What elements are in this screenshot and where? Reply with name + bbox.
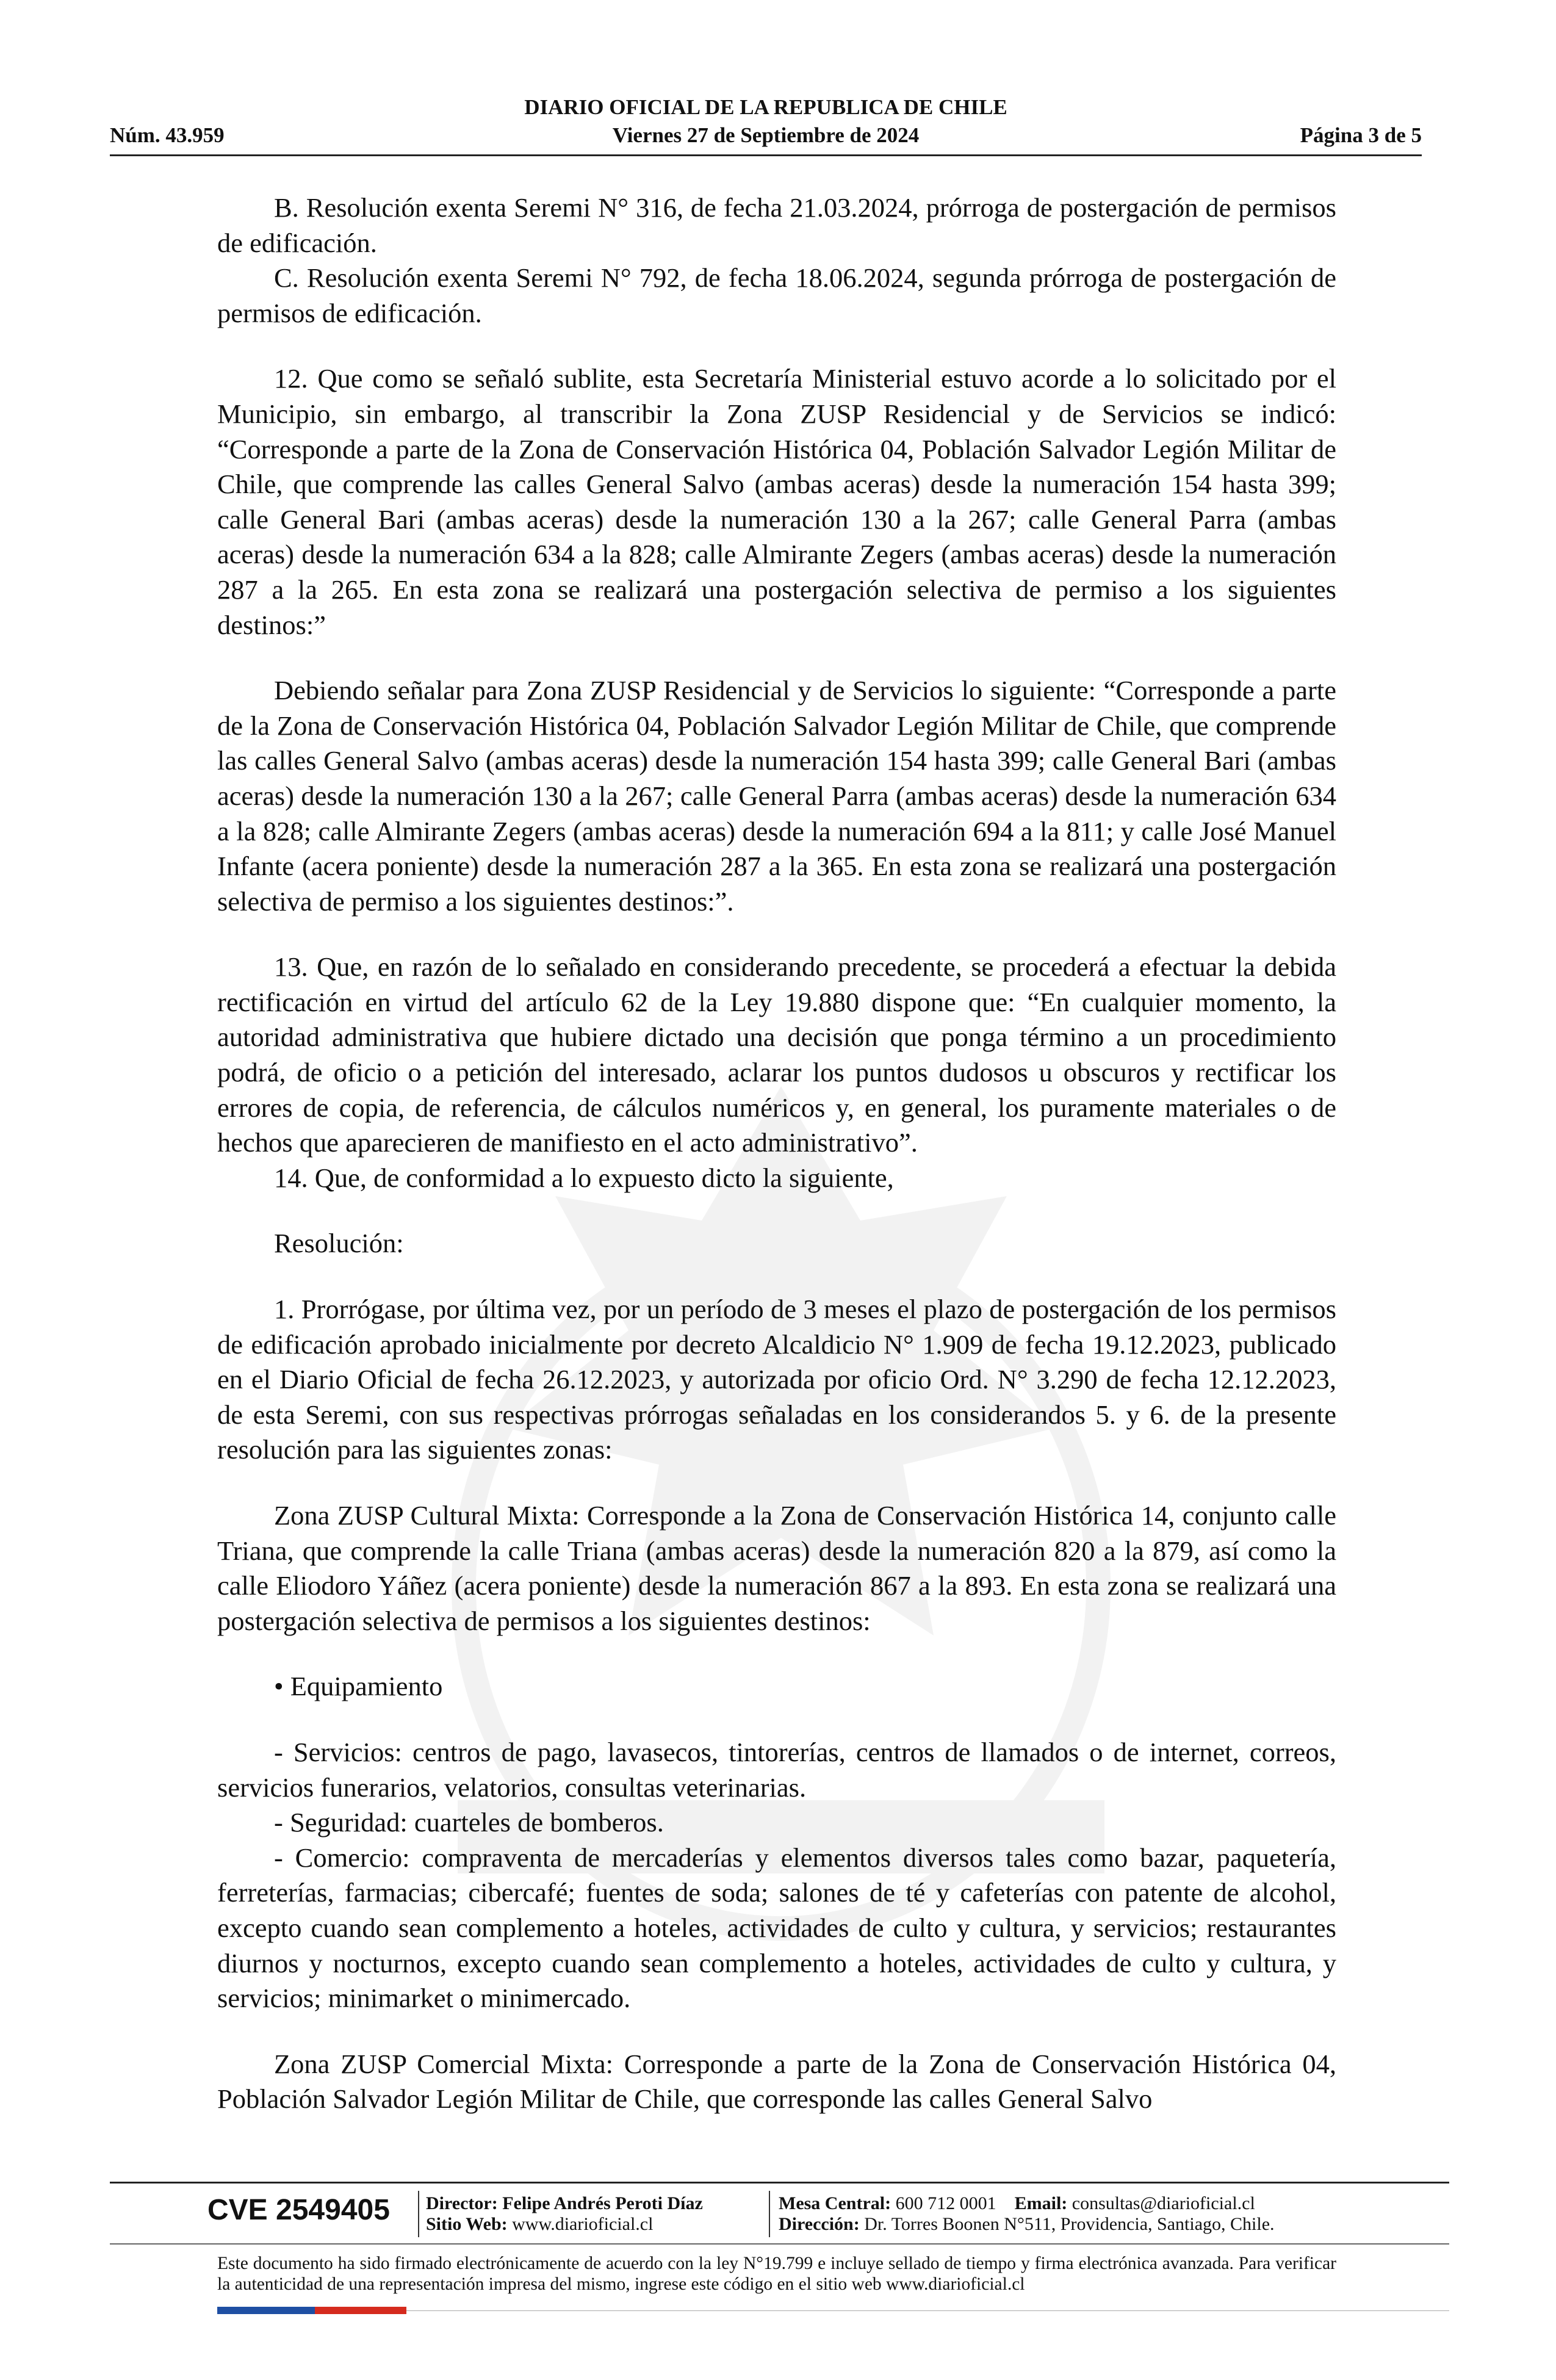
paragraph-considerando-12: 12. Que como se señaló sublite, esta Secretaría Ministerial estuvo acorde a lo solicitado por el Municipio, sin embargo, al transcribir la Zona ZUSP Residencial y de Servicios se indicó: “Corresponde a parte de la Zona de Conservación Histórica 04, Población Salvador Legión Militar de Chile, que comprende las calles General Salvo (ambas aceras) desde la numeración 154 hasta 399; calle General Bari (ambas aceras) desde la numeración 130 a la 267; calle General Parra (ambas aceras) desde la numeración 634 a la 828; calle Almirante Zegers (ambas aceras) desde la numeración 287 a la 265. En esta zona se realizará una postergación selectiva de permiso a los siguientes destinos:”: [217, 363, 1336, 640]
list-item-servicios: - Servicios: centros de pago, lavasecos, tintorerías, centros de llamados o de internet, correos, servicios funerarios, velatorios, consultas veterinarias.: [217, 1736, 1336, 1803]
header-divider: [110, 154, 1422, 156]
publication-title: DIARIO OFICIAL DE LA REPUBLICA DE CHILE: [524, 95, 1007, 119]
issue-date: Viernes 27 de Septiembre de 2024: [612, 123, 920, 147]
footer-bottom-line: [406, 2310, 1449, 2311]
page-number: Página 3 de 5: [1300, 123, 1422, 147]
footer-divider: [110, 2182, 1449, 2183]
resolution-heading: Resolución:: [274, 1228, 404, 1259]
list-item-comercio: - Comercio: compraventa de mercaderías y elementos diversos tales como bazar, paquetería, ferreterías, farmacias; cibercafé; fuentes de soda; salones de té y cafeterías con patente de alcohol, excepto cuando sean complemento a hoteles, actividades de culto y cultura, y servicios; restaurantes diurnos y nocturnos, excepto cuando sean complemento a hoteles, actividades de culto y cultura, y servicios; minimarket o minimercado.: [217, 1842, 1336, 2014]
list-item-equipamiento: • Equipamiento: [274, 1671, 443, 1702]
page-header: [110, 95, 1422, 156]
paragraph-considerando-13: 13. Que, en razón de lo señalado en considerando precedente, se procederá a efectuar la debida rectificación en virtud del artículo 62 de la Ley 19.880 dispone que: “En cualquier momento, la autoridad administrativa que hubiere dictado una decisión que ponga término a un procedimiento podrá, de oficio o a petición del interesado, aclarar los puntos dudosos u obscuros y rectificar los errores de copia, de referencia, de cálculos numéricos y, en general, los puramente materiales o de hechos que aparecieren de manifiesto en el acto administrativo”.: [217, 951, 1336, 1158]
paragraph-zona-cultural-mixta: Zona ZUSP Cultural Mixta: Corresponde a la Zona de Conservación Histórica 14, conjunto calle Triana, que comprende la calle Triana (ambas aceras) desde la numeración 820 a la 879, así como la calle Eliodoro Yáñez (acera poniente) desde la numeración 867 a la 893. En esta zona se realizará una postergación selectiva de permisos a los siguientes destinos:: [217, 1500, 1336, 1636]
web-label: Sitio Web:: [426, 2214, 508, 2234]
issue-number: Núm. 43.959: [110, 123, 225, 147]
address-text: Dr. Torres Boonen N°511, Providencia, Santiago, Chile.: [864, 2214, 1275, 2234]
cve-code: CVE 2549405: [207, 2194, 390, 2226]
document-body: [217, 190, 1336, 2117]
email-label: Email:: [1014, 2193, 1068, 2213]
paragraph-correction: Debiendo señalar para Zona ZUSP Residencial y de Servicios lo siguiente: “Corresponde a parte de la Zona de Conservación Histórica 04, Población Salvador Legión Militar de Chile, que comprende las calles General Salvo (ambas aceras) desde la numeración 154 hasta 399; calle General Bari (ambas aceras) desde la numeración 130 a la 267; calle General Parra (ambas aceras) desde la numeración 634 a la 828; calle Almirante Zegers (ambas aceras) desde la numeración 694 a la 811; y calle José Manuel Infante (acera poniente) desde la numeración 287 a la 365. En esta zona se realizará una postergación selectiva de permiso a los siguientes destinos:”.: [217, 675, 1336, 917]
director-name: Felipe Andrés Peroti Díaz: [502, 2193, 703, 2213]
paragraph-zona-comercial-mixta: Zona ZUSP Comercial Mixta: Corresponde a parte de la Zona de Conservación Histórica 04, Población Salvador Legión Militar de Chile, que corresponde las calles General Salvo: [217, 2048, 1336, 2115]
director-label: Director:: [426, 2193, 498, 2213]
legal-notice: Este documento ha sido firmado electrónicamente de acuerdo con la ley N°19.799 e incluye sellado de tiempo y firma electrónica avanzada. Para verificar la autenticidad de una representación impresa del mismo, ingrese este código en el sitio web www.diarioficial.cl: [217, 2254, 1336, 2294]
flag-stripe-red: [315, 2307, 406, 2314]
paragraph-considerando-14: 14. Que, de conformidad a lo expuesto dicto la siguiente,: [274, 1162, 894, 1193]
web-link[interactable]: www.diarioficial.cl: [512, 2214, 654, 2234]
footer-info: [110, 2188, 1449, 2243]
director-info: [426, 2193, 703, 2235]
footer-separator: [769, 2191, 770, 2237]
list-item-seguridad: - Seguridad: cuarteles de bomberos.: [274, 1807, 664, 1838]
footer-separator: [418, 2191, 419, 2237]
paragraph-resolution-1: 1. Prorrógase, por última vez, por un período de 3 meses el plazo de postergación de los permisos de edificación aprobado inicialmente por decreto Alcaldicio N° 1.909 de fecha 19.12.2023, publicado en el Diario Oficial de fecha 26.12.2023, y autorizada por oficio Ord. N° 3.290 de fecha 12.12.2023, de esta Seremi, con sus respectivas prórrogas señaladas en los considerandos 5. y 6. de la presente resolución para las siguientes zonas:: [217, 1294, 1336, 1465]
phone-number: 600 712 0001: [895, 2193, 996, 2213]
phone-label: Mesa Central:: [779, 2193, 891, 2213]
email-link[interactable]: consultas@diarioficial.cl: [1072, 2193, 1255, 2213]
flag-stripe-blue: [217, 2307, 315, 2314]
paragraph-resolution-b: B. Resolución exenta Seremi N° 316, de fecha 21.03.2024, prórroga de postergación de permisos de edificación.: [217, 192, 1336, 258]
contact-info: [779, 2193, 1275, 2235]
footer-divider: [110, 2243, 1449, 2245]
address-label: Dirección:: [779, 2214, 860, 2234]
paragraph-resolution-c: C. Resolución exenta Seremi N° 792, de fecha 18.06.2024, segunda prórroga de postergación de permisos de edificación.: [217, 262, 1336, 328]
